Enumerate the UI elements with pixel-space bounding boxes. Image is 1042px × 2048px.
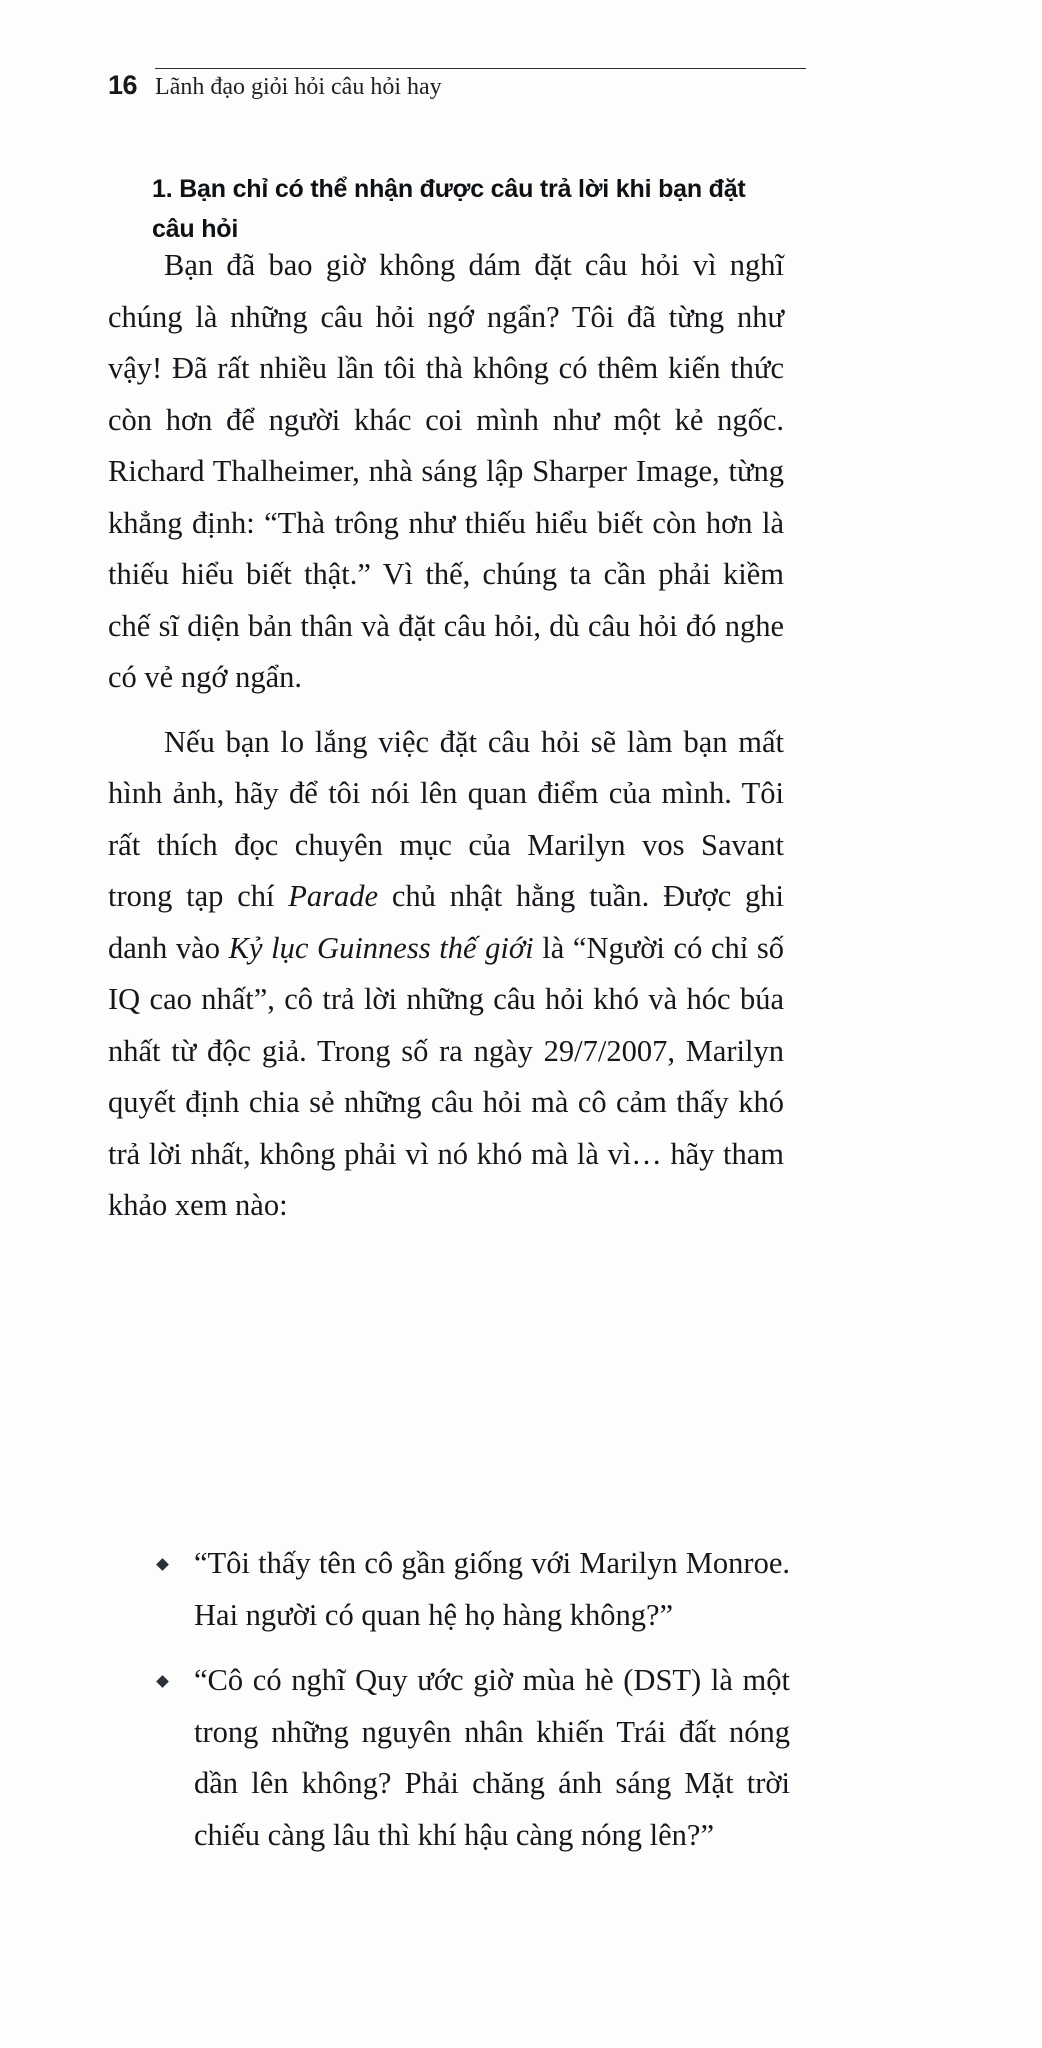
paragraph-2-text-a: Nếu bạn lo lắng việc đặt câu hỏi sẽ làm bạn mất hình ảnh, hãy để tôi nói lên quan điểm của mình. Tôi rất thích đọc chuyên mục của Marilyn vos Savant trong tạp chí xyxy=(108,724,784,913)
quoted-questions-list xyxy=(150,1538,790,1861)
list-item xyxy=(150,1655,790,1861)
diamond-bullet-icon xyxy=(156,1675,169,1688)
book-title-guinness: Kỷ lục Guinness thế giới xyxy=(228,930,534,965)
magazine-title-parade: Parade xyxy=(288,879,379,913)
paragraph-1 xyxy=(108,240,784,704)
running-head-title: Lãnh đạo giỏi hỏi câu hỏi hay xyxy=(155,74,442,100)
page-number: 16 xyxy=(108,70,138,101)
list-item-text: “Cô có nghĩ Quy ước giờ mùa hè (DST) là một trong những nguyên nhân khiến Trái đất nóng dần lên không? Phải chăng ánh sáng Mặt trời chiếu càng lâu thì khí hậu càng nóng lên?” xyxy=(194,1663,790,1852)
diamond-bullet-icon xyxy=(156,1558,169,1571)
paragraph-2-text-c: là “Người có chỉ số IQ cao nhất”, cô trả lời những câu hỏi khó và hóc búa nhất từ độc giả. Trong số ra ngày 29/7/2007, Marilyn quyết định chia sẻ những câu hỏi mà cô cảm thấy khó trả lời nhất, không phải vì nó khó mà là vì… hãy tham khảo xem nào: xyxy=(108,930,784,1222)
body-copy xyxy=(108,240,784,1232)
section-heading: 1. Bạn chỉ có thể nhận được câu trả lời khi bạn đặt câu hỏi xyxy=(152,174,746,244)
running-head-rule-wrapper xyxy=(155,68,808,100)
paragraph-2 xyxy=(108,717,784,1232)
paragraph-2-text-b: chủ nhật hằng tuần. Được ghi danh vào xyxy=(108,879,784,965)
running-head xyxy=(108,68,808,100)
list-item xyxy=(150,1538,790,1641)
list-item-text: “Tôi thấy tên cô gần giống với Marilyn Monroe. Hai người có quan hệ họ hàng không?” xyxy=(194,1546,790,1632)
header-divider-rule xyxy=(155,68,806,69)
paragraph-1-text: Bạn đã bao giờ không dám đặt câu hỏi vì nghĩ chúng là những câu hỏi ngớ ngẩn? Tôi đã từng như vậy! Đã rất nhiều lần tôi thà không có thêm kiến thức còn hơn để người khác coi mình như một kẻ ngốc. Richard Thalheimer, nhà sáng lập Sharper Image, từng khẳng định: “Thà trông như thiếu hiểu biết còn hơn là thiếu hiểu biết thật.” Vì thế, chúng ta cần phải kiềm chế sĩ diện bản thân và đặt câu hỏi, dù câu hỏi đó nghe có vẻ ngớ ngẩn. xyxy=(108,248,784,694)
